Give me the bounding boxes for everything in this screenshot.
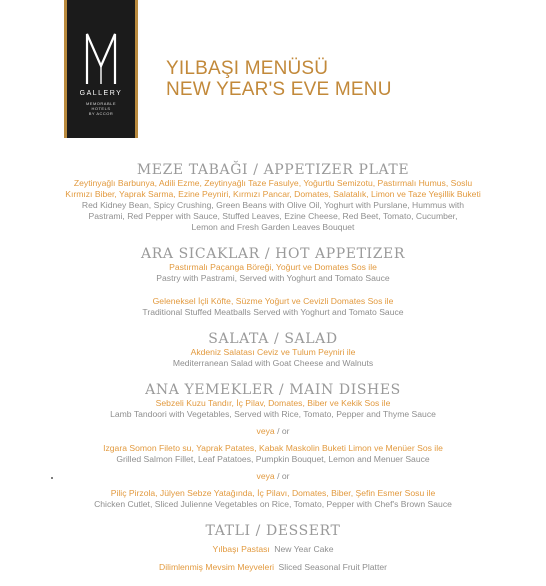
gallery-m-logo-icon: [81, 30, 121, 86]
logo-tagline-line: HOTELS: [91, 106, 111, 111]
dish-en: Lemon and Fresh Garden Leaves Bouquet: [191, 222, 355, 232]
logo-brand-name: GALLERY: [79, 90, 123, 97]
or-tr: veya: [256, 426, 275, 436]
dessert-item: [0, 539, 546, 557]
stray-dot: [51, 477, 53, 479]
dish-en: Pastrami, Red Pepper with Sauce, Stuffed Leaves, Ezine Cheese, Red Beet, Tomato, Cucumber,: [88, 211, 458, 221]
section-appetizer: [0, 162, 546, 233]
section-heading: ARA SICAKLAR / HOT APPETIZER: [141, 246, 405, 262]
dish-tr: Geleneksel İçli Köfte, Süzme Yoğurt ve Cevizli Domates Sos ile: [152, 296, 394, 306]
dish-tr: Zeytinyağlı Barbunya, Adili Ezme, Zeytinyağlı Taze Fasulye, Yoğurtlu Semizotu, Pastırmalı Humus, Soslu: [73, 178, 473, 188]
logo-tagline: [67, 101, 135, 116]
or-separator: [0, 471, 546, 482]
dish-tr: Yılbaşı Pastası: [212, 544, 270, 554]
section-heading: SALATA / SALAD: [208, 331, 338, 347]
menu-body: [0, 162, 546, 575]
section-heading: TATLI / DESSERT: [205, 523, 341, 539]
section-hot-appetizer: [0, 246, 546, 318]
dish-tr: Izgara Somon Fileto su, Yaprak Patates, Kabak Maskolin Buketi Limon ve Menüer Sos ile: [103, 443, 443, 453]
dish-tr: Pastırmalı Paçanga Böreği, Yoğurt ve Domates Sos ile: [169, 262, 377, 272]
section-dessert: [0, 523, 546, 575]
gallery-logo: [64, 0, 138, 138]
dish-tr: Dilimlenmiş Mevsim Meyveleri: [159, 562, 275, 572]
dish-en: Traditional Stuffed Meatballs Served with Yoghurt and Tomato Sauce: [142, 307, 404, 317]
dish-tr: Sebzeli Kuzu Tandır, İç Pilav, Domates, Biber ve Kekik Sos ile: [155, 398, 391, 408]
dish-en: New Year Cake: [274, 544, 334, 554]
or-separator: [0, 426, 546, 437]
dish-en: Pastry with Pastrami, Served with Yoghurt and Tomato Sauce: [156, 273, 390, 283]
or-en: / or: [277, 426, 290, 436]
dish-tr: Akdeniz Salatası Ceviz ve Tulum Peyniri ile: [190, 347, 356, 357]
dish-tr: Piliç Pirzola, Jülyen Sebze Yatağında, İç Pilavı, Domates, Biber, Şefin Esmer Sosu ile: [110, 488, 436, 498]
dish-tr: Kırmızı Biber, Yaprak Sarma, Ezine Peyniri, Kırmızı Pancar, Domates, Salatalık, Limon ve Taze Yeşillik Buketi: [65, 189, 481, 199]
dish-en: Sliced Seasonal Fruit Platter: [278, 562, 387, 572]
menu-title-tr: YILBAŞI MENÜSÜ: [166, 58, 329, 79]
menu-title: [166, 58, 392, 100]
dish-en: Chicken Cutlet, Sliced Julienne Vegetables on Rice, Tomato, Pepper with Chef's Brown Sauce: [94, 499, 452, 509]
or-en: / or: [277, 471, 290, 481]
dessert-item: [0, 557, 546, 575]
or-tr: veya: [256, 471, 275, 481]
dish-en: Lamb Tandoori with Vegetables, Served with Rice, Tomato, Pepper and Thyme Sauce: [110, 409, 436, 419]
section-heading: ANA YEMEKLER / MAIN DISHES: [145, 382, 401, 398]
logo-tagline-line: BY ACCOR: [88, 111, 114, 116]
logo-tagline-line: MEMORABLE: [85, 101, 117, 106]
menu-title-en: NEW YEAR'S EVE MENU: [166, 79, 392, 100]
dish-en: Red Kidney Bean, Spicy Crushing, Green Beans with Olive Oil, Yoghurt with Purslane, Hummus with: [81, 200, 465, 210]
section-main-dishes: [0, 382, 546, 510]
section-salad: [0, 331, 546, 369]
dish-en: Grilled Salmon Fillet, Leaf Patatoes, Pumpkin Bouquet, Lemon and Menuer Sauce: [116, 454, 430, 464]
dish-en: Mediterranean Salad with Goat Cheese and Walnuts: [172, 358, 374, 368]
section-heading: MEZE TABAĞI / APPETIZER PLATE: [136, 162, 410, 178]
